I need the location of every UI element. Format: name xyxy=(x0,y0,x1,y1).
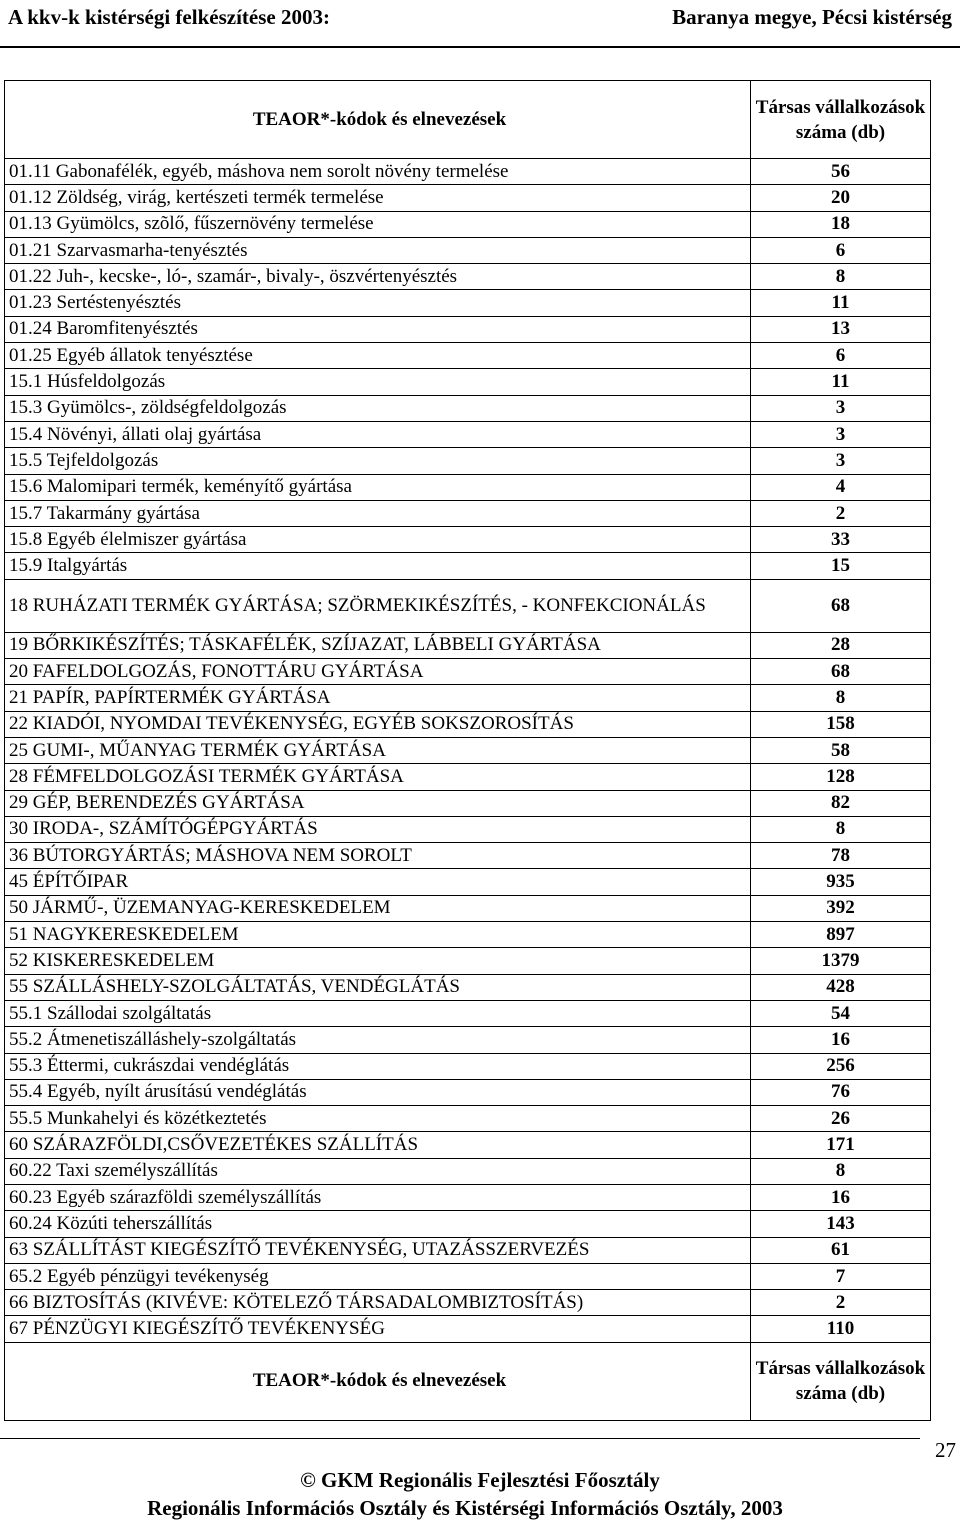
header-title: A kkv-k kistérségi felkészítése 2003: xyxy=(8,5,330,29)
company-count: 158 xyxy=(751,711,931,737)
table-header-row xyxy=(5,81,931,159)
table-row xyxy=(5,579,931,632)
footer-department: Regionális Információs Osztály és Kistérségi Információs Osztály, 2003 xyxy=(147,1496,783,1520)
table-footer-row xyxy=(5,1342,931,1420)
company-count: 20 xyxy=(751,185,931,211)
company-count: 33 xyxy=(751,527,931,553)
page-number: 27 xyxy=(935,1438,956,1462)
activity-label: 15.4 Növényi, állati olaj gyártása xyxy=(5,421,751,447)
activity-label: 01.22 Juh-, kecske-, ló-, szamár-, bivaly-, öszvértenyésztés xyxy=(5,264,751,290)
company-count: 58 xyxy=(751,737,931,763)
activity-label: 45 ÉPÍTŐIPAR xyxy=(5,869,751,895)
company-count: 6 xyxy=(751,237,931,263)
footer-copyright: © GKM Regionális Fejlesztési Főosztály xyxy=(300,1468,660,1492)
table-row xyxy=(5,816,931,842)
table-row xyxy=(5,1290,931,1316)
activity-label: 55.2 Átmenetiszálláshely-szolgáltatás xyxy=(5,1027,751,1053)
activity-label: 60 SZÁRAZFÖLDI,CSŐVEZETÉKES SZÁLLÍTÁS xyxy=(5,1132,751,1158)
table-row xyxy=(5,1132,931,1158)
activity-label: 01.25 Egyéb állatok tenyésztése xyxy=(5,343,751,369)
table-row xyxy=(5,1053,931,1079)
company-count: 13 xyxy=(751,316,931,342)
activity-label: 55.5 Munkahelyi és közétkeztetés xyxy=(5,1106,751,1132)
company-count: 8 xyxy=(751,1158,931,1184)
activity-label: 20 FAFELDOLGOZÁS, FONOTTÁRU GYÁRTÁSA xyxy=(5,659,751,685)
table-row xyxy=(5,1211,931,1237)
table-row xyxy=(5,711,931,737)
company-count: 110 xyxy=(751,1316,931,1342)
table-row xyxy=(5,474,931,500)
table-row xyxy=(5,290,931,316)
table-row xyxy=(5,685,931,711)
table-row xyxy=(5,237,931,263)
company-count: 428 xyxy=(751,974,931,1000)
company-count: 935 xyxy=(751,869,931,895)
table-row xyxy=(5,1106,931,1132)
activity-label: 15.6 Malomipari termék, keményítő gyártása xyxy=(5,474,751,500)
table-row xyxy=(5,421,931,447)
table-row xyxy=(5,790,931,816)
company-count: 68 xyxy=(751,659,931,685)
activity-label: 15.3 Gyümölcs-, zöldségfeldolgozás xyxy=(5,395,751,421)
table-row xyxy=(5,343,931,369)
company-count: 171 xyxy=(751,1132,931,1158)
table-row xyxy=(5,948,931,974)
activity-label: 60.23 Egyéb szárazföldi személyszállítás xyxy=(5,1184,751,1210)
company-count: 76 xyxy=(751,1079,931,1105)
column-footer-count: Társas vállalkozások száma (db) xyxy=(751,1342,931,1420)
activity-label: 22 KIADÓI, NYOMDAI TEVÉKENYSÉG, EGYÉB SOKSZOROSÍTÁS xyxy=(5,711,751,737)
company-count: 3 xyxy=(751,448,931,474)
table-row xyxy=(5,1158,931,1184)
company-count: 8 xyxy=(751,685,931,711)
column-header-teaor: TEAOR*-kódok és elnevezések xyxy=(5,81,751,159)
table-row xyxy=(5,264,931,290)
company-count: 4 xyxy=(751,474,931,500)
activity-label: 55.3 Éttermi, cukrászdai vendéglátás xyxy=(5,1053,751,1079)
activity-label: 15.9 Italgyártás xyxy=(5,553,751,579)
company-count: 56 xyxy=(751,159,931,185)
table-row xyxy=(5,1079,931,1105)
activity-label: 01.24 Baromfitenyésztés xyxy=(5,316,751,342)
company-count: 16 xyxy=(751,1027,931,1053)
company-count: 78 xyxy=(751,843,931,869)
header-region: Baranya megye, Pécsi kistérség xyxy=(672,5,952,29)
page-header xyxy=(0,0,960,48)
activity-label: 21 PAPÍR, PAPÍRTERMÉK GYÁRTÁSA xyxy=(5,685,751,711)
company-count: 7 xyxy=(751,1263,931,1289)
company-count: 8 xyxy=(751,264,931,290)
activity-label: 01.13 Gyümölcs, szõlő, fűszernövény termelése xyxy=(5,211,751,237)
company-count: 8 xyxy=(751,816,931,842)
activity-label: 51 NAGYKERESKEDELEM xyxy=(5,922,751,948)
company-count: 256 xyxy=(751,1053,931,1079)
company-count: 2 xyxy=(751,500,931,526)
company-count: 3 xyxy=(751,395,931,421)
activity-label: 01.23 Sertéstenyésztés xyxy=(5,290,751,316)
table-row xyxy=(5,553,931,579)
company-count: 15 xyxy=(751,553,931,579)
table-row xyxy=(5,1000,931,1026)
activity-label: 19 BŐRKIKÉSZÍTÉS; TÁSKAFÉLÉK, SZÍJAZAT, LÁBBELI GYÁRTÁSA xyxy=(5,632,751,658)
activity-label: 01.12 Zöldség, virág, kertészeti termék termelése xyxy=(5,185,751,211)
table-row xyxy=(5,764,931,790)
company-count: 68 xyxy=(751,579,931,632)
teaor-table xyxy=(4,80,931,1421)
activity-label: 28 FÉMFELDOLGOZÁSI TERMÉK GYÁRTÁSA xyxy=(5,764,751,790)
table-row xyxy=(5,737,931,763)
company-count: 3 xyxy=(751,421,931,447)
table-row xyxy=(5,922,931,948)
activity-label: 36 BÚTORGYÁRTÁS; MÁSHOVA NEM SOROLT xyxy=(5,843,751,869)
company-count: 1379 xyxy=(751,948,931,974)
company-count: 18 xyxy=(751,211,931,237)
company-count: 143 xyxy=(751,1211,931,1237)
company-count: 26 xyxy=(751,1106,931,1132)
company-count: 392 xyxy=(751,895,931,921)
activity-label: 15.5 Tejfeldolgozás xyxy=(5,448,751,474)
activity-label: 52 KISKERESKEDELEM xyxy=(5,948,751,974)
activity-label: 50 JÁRMŰ-, ÜZEMANYAG-KERESKEDELEM xyxy=(5,895,751,921)
activity-label: 60.22 Taxi személyszállítás xyxy=(5,1158,751,1184)
activity-label: 55 SZÁLLÁSHELY-SZOLGÁLTATÁS, VENDÉGLÁTÁS xyxy=(5,974,751,1000)
table-row xyxy=(5,448,931,474)
company-count: 11 xyxy=(751,290,931,316)
activity-label: 67 PÉNZÜGYI KIEGÉSZÍTŐ TEVÉKENYSÉG xyxy=(5,1316,751,1342)
activity-label: 30 IRODA-, SZÁMÍTÓGÉPGYÁRTÁS xyxy=(5,816,751,842)
table-row xyxy=(5,159,931,185)
table-row xyxy=(5,1316,931,1342)
footer-divider xyxy=(0,1438,920,1439)
company-count: 128 xyxy=(751,764,931,790)
table-row xyxy=(5,1027,931,1053)
table-row xyxy=(5,1237,931,1263)
activity-label: 01.21 Szarvasmarha-tenyésztés xyxy=(5,237,751,263)
table-row xyxy=(5,211,931,237)
company-count: 2 xyxy=(751,1290,931,1316)
activity-label: 15.8 Egyéb élelmiszer gyártása xyxy=(5,527,751,553)
company-count: 897 xyxy=(751,922,931,948)
activity-label: 65.2 Egyéb pénzügyi tevékenység xyxy=(5,1263,751,1289)
company-count: 82 xyxy=(751,790,931,816)
activity-label: 18 RUHÁZATI TERMÉK GYÁRTÁSA; SZÖRMEKIKÉSZÍTÉS, - KONFEKCIONÁLÁS xyxy=(5,579,751,632)
table-row xyxy=(5,974,931,1000)
activity-label: 15.7 Takarmány gyártása xyxy=(5,500,751,526)
company-count: 28 xyxy=(751,632,931,658)
company-count: 54 xyxy=(751,1000,931,1026)
company-count: 11 xyxy=(751,369,931,395)
activity-label: 55.1 Szállodai szolgáltatás xyxy=(5,1000,751,1026)
activity-label: 15.1 Húsfeldolgozás xyxy=(5,369,751,395)
table-row xyxy=(5,527,931,553)
table-row xyxy=(5,1263,931,1289)
activity-label: 01.11 Gabonafélék, egyéb, máshova nem sorolt növény termelése xyxy=(5,159,751,185)
activity-label: 29 GÉP, BERENDEZÉS GYÁRTÁSA xyxy=(5,790,751,816)
company-count: 61 xyxy=(751,1237,931,1263)
column-footer-teaor: TEAOR*-kódok és elnevezések xyxy=(5,1342,751,1420)
activity-label: 25 GUMI-, MŰANYAG TERMÉK GYÁRTÁSA xyxy=(5,737,751,763)
activity-label: 63 SZÁLLÍTÁST KIEGÉSZÍTŐ TEVÉKENYSÉG, UTAZÁSSZERVEZÉS xyxy=(5,1237,751,1263)
table-row xyxy=(5,895,931,921)
company-count: 6 xyxy=(751,343,931,369)
column-header-count: Társas vállalkozások száma (db) xyxy=(751,81,931,159)
table-row xyxy=(5,1184,931,1210)
table-row xyxy=(5,632,931,658)
activity-label: 66 BIZTOSÍTÁS (KIVÉVE: KÖTELEZŐ TÁRSADALOMBIZTOSÍTÁS) xyxy=(5,1290,751,1316)
activity-label: 60.24 Közúti teherszállítás xyxy=(5,1211,751,1237)
table-row xyxy=(5,843,931,869)
table-row xyxy=(5,395,931,421)
header-divider xyxy=(0,46,960,48)
activity-label: 55.4 Egyéb, nyílt árusítású vendéglátás xyxy=(5,1079,751,1105)
table-row xyxy=(5,500,931,526)
table-row xyxy=(5,869,931,895)
table-row xyxy=(5,659,931,685)
table-row xyxy=(5,185,931,211)
table-row xyxy=(5,316,931,342)
table-row xyxy=(5,369,931,395)
company-count: 16 xyxy=(751,1184,931,1210)
